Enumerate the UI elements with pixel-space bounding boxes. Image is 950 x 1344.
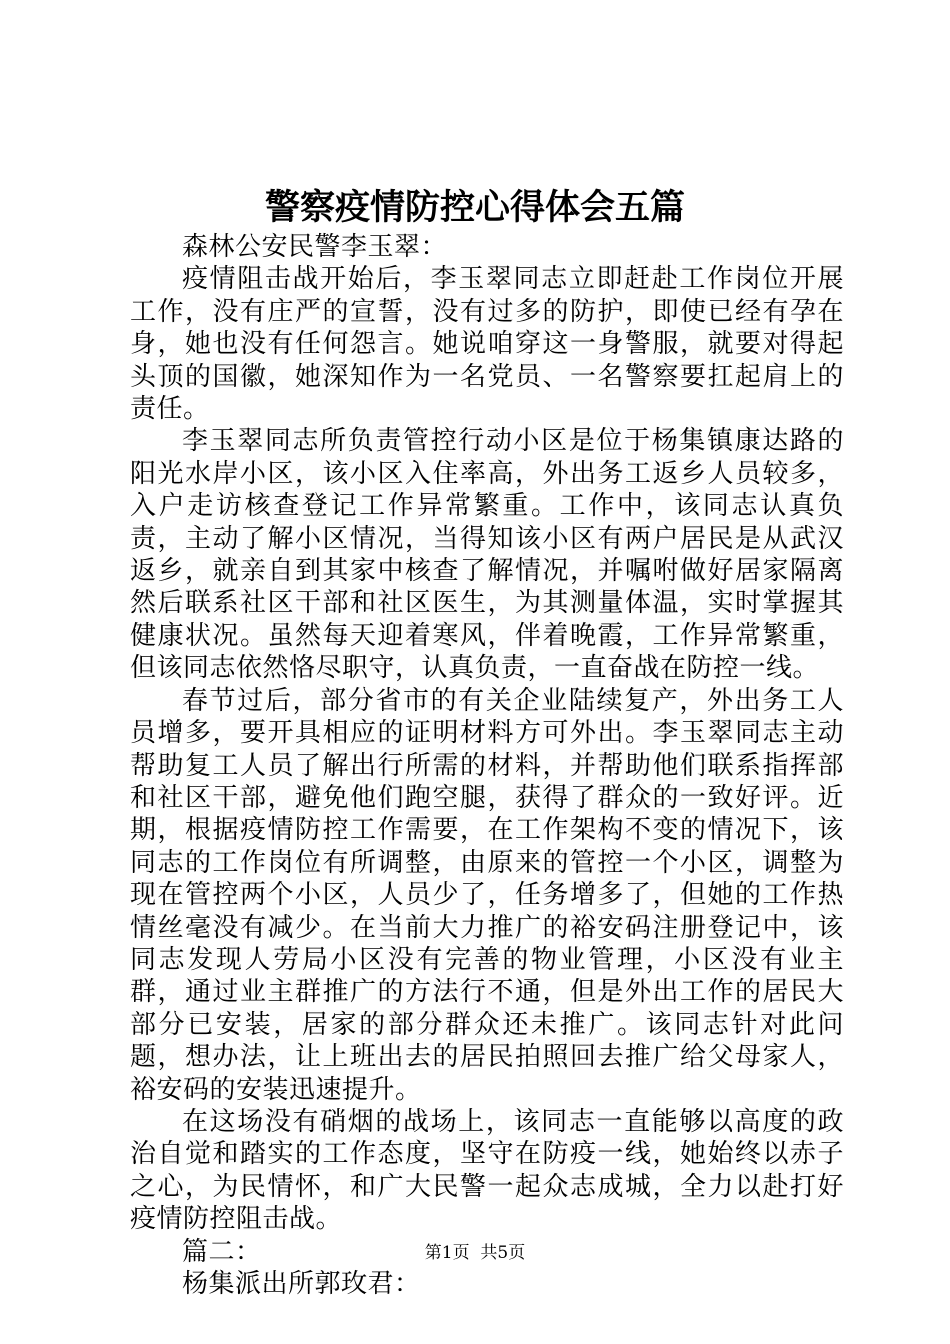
page-number: 第1页 — [424, 1243, 470, 1263]
page-total: 共5页 — [480, 1243, 526, 1263]
paragraph-2: 李玉翠同志所负责管控行动小区是位于杨集镇康达路的阳光水岸小区，该小区入住率高，外出务工返乡人员较多，入户走访核查登记工作异常繁重。工作中，该同志认真负责，主动了解小区情况，当得知该小区有两户居民是从武汉返乡，就亲自到其家中核查了解情况，并嘱咐做好居家隔离然后联系社区干部和社区医生，为其测量体温，实时掌握其健康状况。虽然每天迎着寒风，伴着晚霞，工作异常繁重，但该同志依然恪尽职守，认真负责，一直奋战在防控一线。 — [130, 426, 844, 684]
section-heading-part-two: 篇二： — [182, 1236, 262, 1267]
paragraph-4: 在这场没有硝烟的战场上，该同志一直能够以高度的政治自觉和踏实的工作态度，坚守在防疫一线，她始终以赤子之心，为民情怀，和广大民警一起众志成城，全力以赴打好疫情防控阻击战。 — [130, 1106, 844, 1235]
page-footer — [0, 1241, 950, 1265]
paragraph-3: 春节过后，部分省市的有关企业陆续复产，外出务工人员增多，要开具相应的证明材料方可外出。李玉翠同志主动帮助复工人员了解出行所需的材料，并帮助他们联系指挥部和社区干部，避免他们跑空腿，获得了群众的一致好评。近期，根据疫情防控工作需要，在工作架构不变的情况下，该同志的工作岗位有所调整，由原来的管控一个小区，调整为现在管控两个小区，人员少了，任务增多了，但她的工作热情丝毫没有减少。在当前大力推广的裕安码注册登记中，该同志发现人劳局小区没有完善的物业管理，小区没有业主群，通过业主群推广的方法行不通，但是外出工作的居民大部分已安装，居家的部分群众还未推广。该同志针对此问题，想办法，让上班出去的居民拍照回去推广给父母家人，裕安码的安装迅速提升。 — [130, 685, 844, 1105]
paragraph-author-intro-2: 杨集派出所郭玫君： — [182, 1269, 421, 1299]
document-body — [130, 231, 844, 1300]
paragraph-author-intro: 森林公安民警李玉翠： — [182, 232, 448, 262]
document-title: 警察疫情防控心得体会五篇 — [264, 187, 685, 228]
paragraph-1: 疫情阻击战开始后，李玉翠同志立即赶赴工作岗位开展工作，没有庄严的宣誓，没有过多的防护，即使已经有孕在身，她也没有任何怨言。她说咱穿这一身警服，就要对得起头顶的国徽，她深知作为一名党员、一名警察要扛起肩上的责任。 — [130, 264, 844, 425]
